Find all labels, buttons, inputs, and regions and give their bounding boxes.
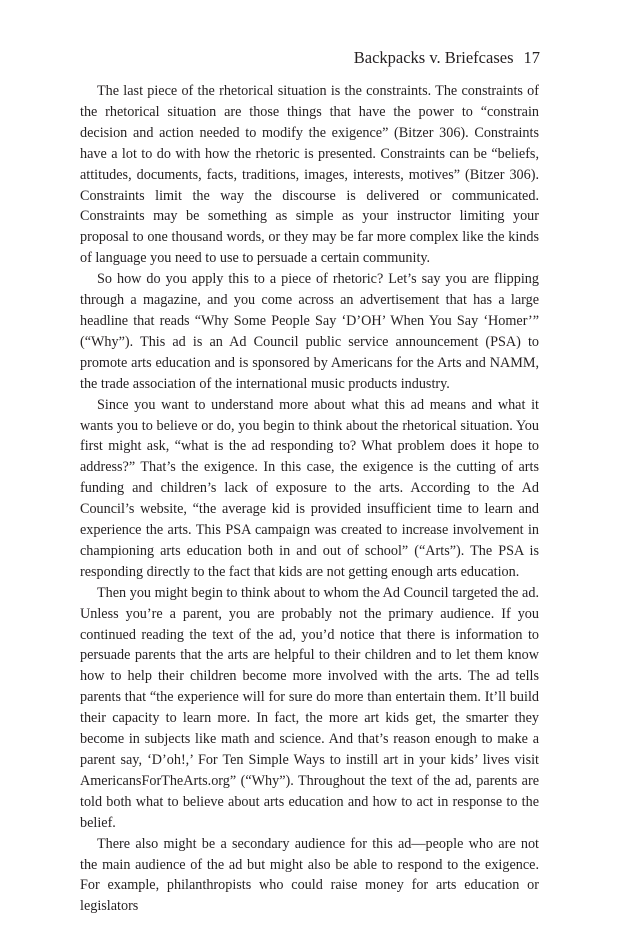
body-text: [80, 81, 539, 917]
paragraph-secondary-audience: There also might be a secondary audience for this ad—people who are not the main audience of the ad but might also be able to respond to the exigence. For example, philanthropists who could raise money for arts education or legislators: [80, 835, 539, 915]
paragraph-apply-rhetoric: So how do you apply this to a piece of rhetoric? Let’s say you are flipping through a magazine, and you come across an advertisement that has a large headline that reads “Why Some People Say ‘D’OH’ When You Say ‘Homer’” (“Why”). This ad is an Ad Council public service announcement (PSA) to promote arts education and is sponsored by Americans for the Arts and NAMM, the trade association of the international music products industry.: [80, 271, 539, 392]
paragraph-audience: Then you might begin to think about to whom the Ad Council targeted the ad. Unless you’re a parent, you are probably not the primary audience. If you continued reading the text of the ad, you’d notice that there is information to persuade parents that the arts are helpful to their children and to let them know how to help their children become more involved with the arts. The ad tells parents that “the experience will for sure do more than entertain them. It’ll build their capacity to learn more. In fact, the more art kids get, the smarter they become in subjects like math and science. And that’s reason enough to make a parent say, ‘D’oh!,’ For Ten Simple Ways to instill art in your kids’ lives visit AmericansForTheArts.org” (“Why”). Throughout the text of the ad, parents are told both what to believe about arts education and how to act in response to the belief.: [80, 584, 539, 831]
paragraph-constraints: The last piece of the rhetorical situation is the constraints. The constraints of the rhetorical situation are those things that have the power to “constrain decision and action needed to modify the exigence” (Bitzer 306). Constraints have a lot to do with how the rhetoric is presented. Constraints can be “beliefs, attitudes, documents, facts, traditions, images, interests, motives” (Bitzer 306). Constraints limit the way the discourse is delivered or communicated. Constraints may be something as simple as your instructor limiting your proposal to one thousand words, or they may be far more complex like the kinds of language you need to use to persuade a certain community.: [80, 83, 539, 267]
running-head: [354, 48, 540, 68]
paragraph-exigence: Since you want to understand more about what this ad means and what it wants you to believe or do, you begin to think about the rhetorical situation. You first might ask, “what is the ad responding to? What problem does it hope to address?” That’s the exigence. In this case, the exigence is the cutting of arts funding and children’s lack of exposure to the arts. According to the Ad Council’s website, “the average kid is provided insufficient time to learn and experience the arts. This PSA campaign was created to increase involvement in championing arts education both in and out of school” (“Arts”). The PSA is responding directly to the fact that kids are not getting enough arts education.: [80, 396, 539, 580]
page-number: 17: [523, 48, 540, 67]
running-title: Backpacks v. Briefcases: [353, 48, 514, 67]
